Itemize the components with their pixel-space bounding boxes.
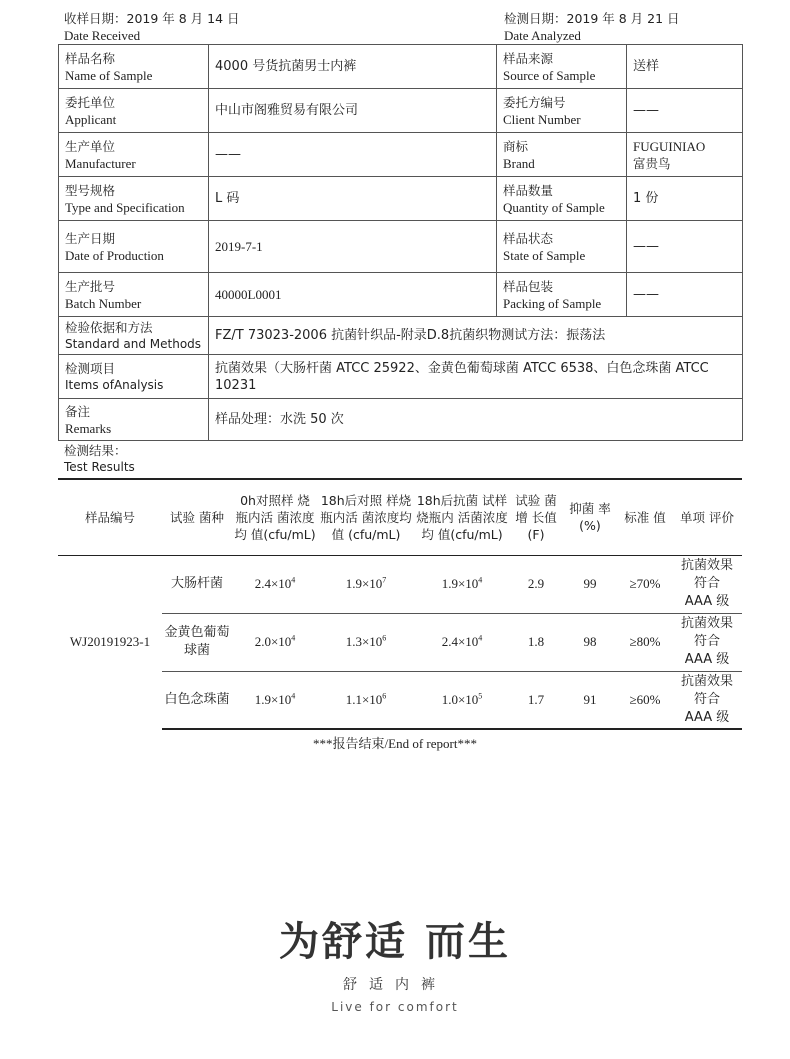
evaluation: 抗菌效果 符合 AAA 级 xyxy=(672,671,742,729)
bacteria-name: 白色念珠菌 xyxy=(162,671,232,729)
header-evaluation: 单项 评价 xyxy=(672,479,742,555)
value-batch-number: 40000L0001 xyxy=(209,273,497,317)
label-sample-name: 样品名称 Name of Sample xyxy=(59,45,209,89)
header-standard: 标准 值 xyxy=(618,479,672,555)
growth-value: 2.9 xyxy=(527,576,545,591)
label-sample-state: 样品状态 State of Sample xyxy=(497,221,627,273)
value-remarks: 样品处理：水洗 50 次 xyxy=(209,399,743,441)
label-remarks: 备注 Remarks xyxy=(59,399,209,441)
date-received xyxy=(64,10,240,44)
c18-test-value: $1.0\times 10^5$ xyxy=(414,671,510,729)
rate-value: 99 xyxy=(583,576,597,591)
label-manufacturer: 生产单位 Manufacturer xyxy=(59,133,209,177)
value-client-number: —— xyxy=(627,89,743,133)
label-brand: 商标 Brand xyxy=(497,133,627,177)
value-production-date: 2019-7-1 xyxy=(209,221,497,273)
evaluation: 抗菌效果 符合 AAA 级 xyxy=(672,613,742,671)
sample-info-table xyxy=(58,44,743,441)
rate-value: 91 xyxy=(562,671,618,729)
header-c0: 0h对照样 烧瓶内活 菌浓度均 值(cfu/mL) xyxy=(232,479,318,555)
growth-value: 1.7 xyxy=(510,671,562,729)
header-bacteria: 试验 菌种 xyxy=(162,479,232,555)
date-analyzed xyxy=(504,10,680,44)
date-analyzed-en: Date Analyzed xyxy=(504,28,581,43)
end-of-report: ***报告结束/End of report*** xyxy=(313,736,477,751)
c0-value: $2.0\times 10^4$ xyxy=(232,613,318,671)
c18-control-value: $1.1\times 10^6$ xyxy=(318,671,414,729)
value-packing: —— xyxy=(627,273,743,317)
test-results-label: 检测结果： Test Results xyxy=(64,443,135,474)
standard-value: ≥80% xyxy=(618,613,672,671)
table-row xyxy=(58,555,742,613)
footer-subtitle-cn: 舒适内裤 xyxy=(343,977,447,993)
label-items-analysis: 检测项目 Items ofAnalysis xyxy=(59,355,209,399)
c0-value: $2.4\times 10^4$ xyxy=(254,575,296,591)
growth-value: 1.8 xyxy=(510,613,562,671)
label-client-number: 委托方编号 Client Number xyxy=(497,89,627,133)
value-sample-state: —— xyxy=(627,221,743,273)
date-received-en: Date Received xyxy=(64,28,141,43)
value-sample-name: 4000 号货抗菌男士内裤 xyxy=(209,45,497,89)
date-analyzed-cn: 检测日期：2019 年 8 月 21 日 xyxy=(504,11,680,26)
label-production-date: 生产日期 Date of Production xyxy=(59,221,209,273)
label-type-spec: 型号规格 Type and Specification xyxy=(59,177,209,221)
label-batch-number: 生产批号 Batch Number xyxy=(59,273,209,317)
standard-value: ≥70% xyxy=(629,576,661,591)
bacteria-name: 金黄色葡萄球菌 xyxy=(162,613,232,671)
label-sample-source: 样品来源 Source of Sample xyxy=(497,45,627,89)
value-sample-source: 送样 xyxy=(627,45,743,89)
c18-test-value: $1.9\times 10^4$ xyxy=(441,575,483,591)
value-manufacturer: —— xyxy=(209,133,497,177)
value-standard-methods: FZ/T 73023-2006 抗菌针织品-附录D.8抗菌织物测试方法：振荡法 xyxy=(209,317,743,355)
sample-id: WJ20191923-1 xyxy=(69,634,151,650)
bacteria-name: 大肠杆菌 xyxy=(170,576,223,591)
date-received-cn: 收样日期：2019 年 8 月 14 日 xyxy=(64,11,240,26)
standard-value: ≥60% xyxy=(618,671,672,729)
value-quantity: 1 份 xyxy=(627,177,743,221)
label-quantity: 样品数量 Quantity of Sample xyxy=(497,177,627,221)
header-rate: 抑菌 率 (%) xyxy=(562,479,618,555)
label-packing: 样品包装 Packing of Sample xyxy=(497,273,627,317)
footer-subtitle-en: Live for comfort xyxy=(331,1000,459,1014)
header-growth: 试验 菌增 长值 (F) xyxy=(510,479,562,555)
c18-test-value: $2.4\times 10^4$ xyxy=(414,613,510,671)
label-standard-methods: 检验依据和方法 Standard and Methods xyxy=(59,317,209,355)
test-results-table xyxy=(58,478,742,730)
evaluation: 抗菌效果 符合 AAA 级 xyxy=(680,558,733,609)
value-brand: FUGUINIAO 富贵鸟 xyxy=(627,133,743,177)
footer-slogan: 为舒适 而生 xyxy=(279,919,511,965)
header-sample-no: 样品编号 xyxy=(58,479,162,555)
header-c18-control: 18h后对照 样烧瓶内活 菌浓度均值 (cfu/mL) xyxy=(318,479,414,555)
value-type-spec: L 码 xyxy=(209,177,497,221)
c18-control-value: $1.3\times 10^6$ xyxy=(318,613,414,671)
c18-control-value: $1.9\times 10^7$ xyxy=(345,575,387,591)
c0-value: $1.9\times 10^4$ xyxy=(232,671,318,729)
header-c18-test: 18h后抗菌 试样烧瓶内 活菌浓度均 值(cfu/mL) xyxy=(414,479,510,555)
label-applicant: 委托单位 Applicant xyxy=(59,89,209,133)
value-applicant: 中山市阁雅贸易有限公司 xyxy=(209,89,497,133)
value-items-analysis: 抗菌效果（大肠杆菌 ATCC 25922、金黄色葡萄球菌 ATCC 6538、白色念珠菌 ATCC 10231 xyxy=(209,355,743,399)
rate-value: 98 xyxy=(562,613,618,671)
